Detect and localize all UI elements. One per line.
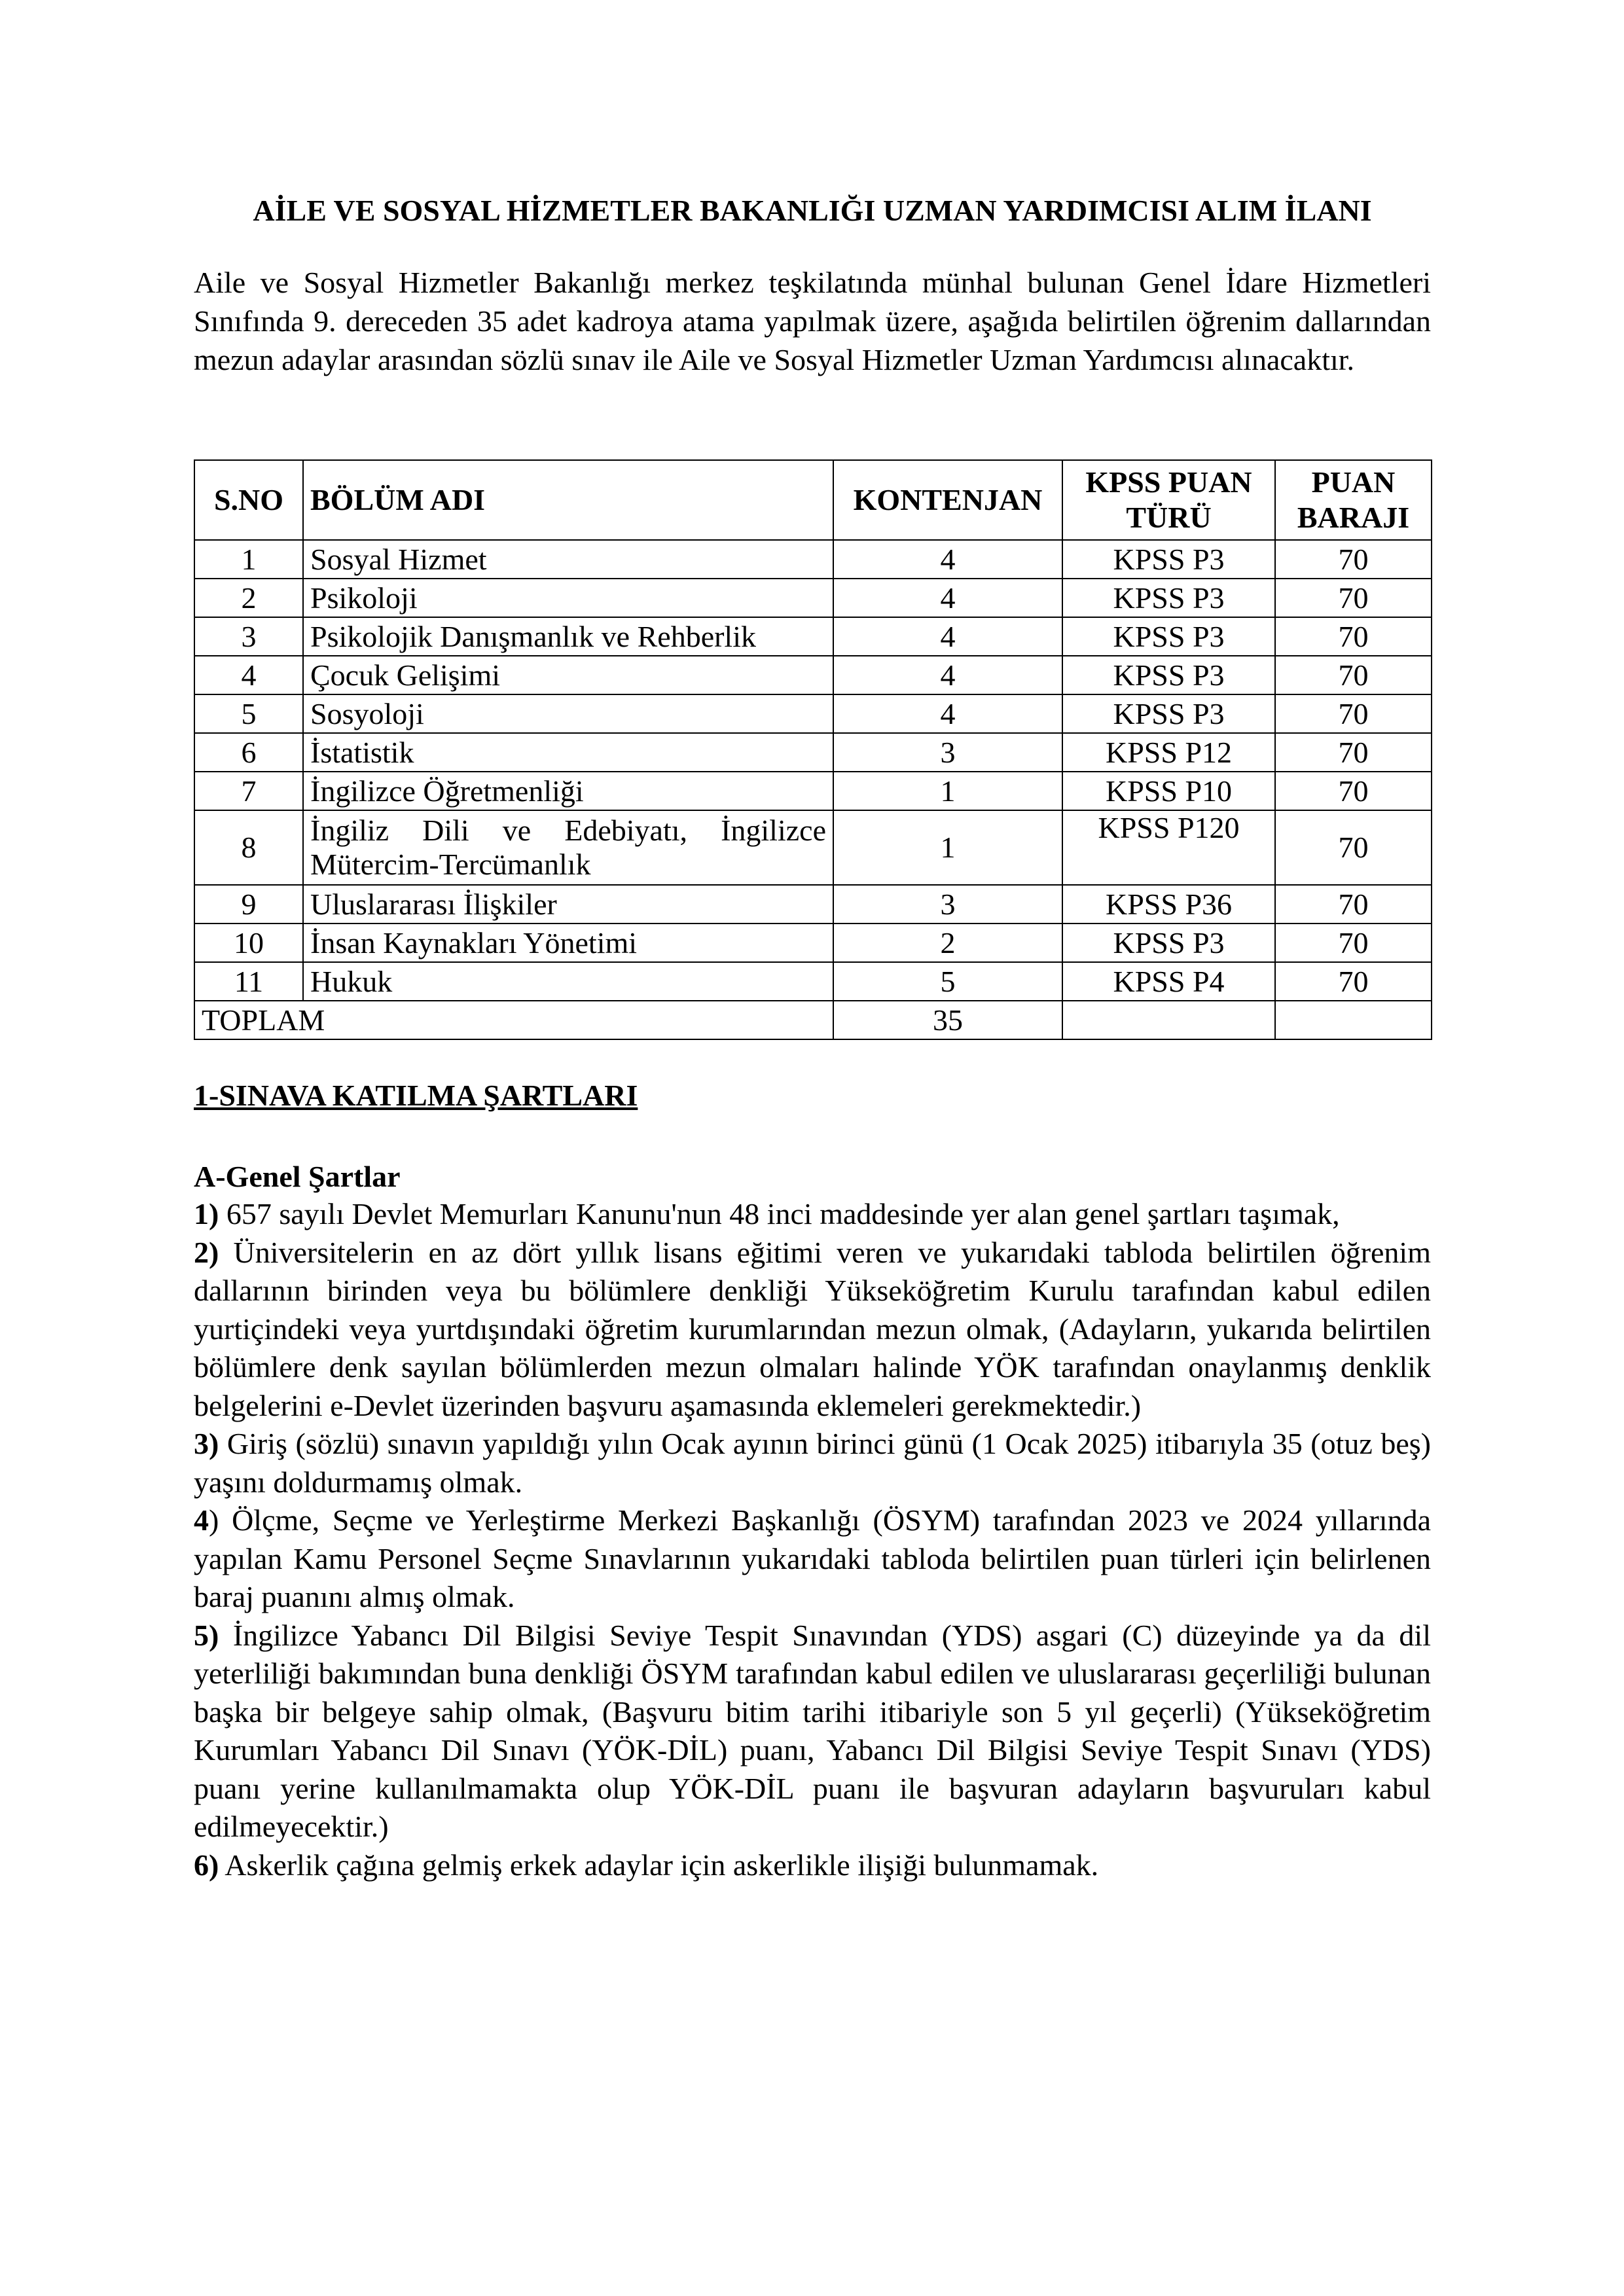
item-number: 5): [194, 1618, 219, 1652]
row-no: 11: [194, 962, 303, 1001]
header-kpss-line2: TÜRÜ: [1126, 501, 1212, 534]
item-text: 657 sayılı Devlet Memurları Kanunu'nun 48 inci maddesinde yer alan genel şartları taşımak,: [219, 1197, 1340, 1230]
row-puan-turu: KPSS P3: [1062, 617, 1275, 656]
row-puan-turu: KPSS P36: [1062, 885, 1275, 924]
intro-paragraph: Aile ve Sosyal Hizmetler Bakanlığı merkez teşkilatında münhal bulunan Genel İdare Hizmetleri Sınıfında 9. dereceden 35 adet kadroya atama yapılmak üzere, aşağıda belirtilen öğrenim dallarından mezun adaylar arasından sözlü sınav ile Aile ve Sosyal Hizmetler Uzman Yardımcısı alınacaktır.: [194, 266, 1431, 376]
table-row: [194, 772, 1432, 810]
row-bolum: Hukuk: [303, 962, 833, 1001]
table-row: [194, 656, 1432, 694]
row-baraj: 70: [1275, 772, 1432, 810]
row-kontenjan: 3: [833, 885, 1062, 924]
item-number: 4: [194, 1503, 209, 1537]
table-row: [194, 885, 1432, 924]
row-no: 4: [194, 656, 303, 694]
row-bolum: İngilizce Öğretmenliği: [303, 772, 833, 810]
row-puan-turu: KPSS P10: [1062, 772, 1275, 810]
row-kontenjan: 3: [833, 733, 1062, 772]
row-puan-turu: KPSS P3: [1062, 540, 1275, 579]
row-puan-turu: KPSS P4: [1062, 962, 1275, 1001]
subsection-heading: A-Genel Şartlar: [194, 1160, 401, 1193]
header-puan-baraji: [1275, 460, 1432, 540]
condition-item: [194, 1425, 1431, 1501]
row-no: 6: [194, 733, 303, 772]
condition-item: [194, 1195, 1431, 1234]
row-kontenjan: 1: [833, 772, 1062, 810]
row-no: 5: [194, 694, 303, 733]
row-baraj: 70: [1275, 617, 1432, 656]
table-row: [194, 733, 1432, 772]
row-baraj: 70: [1275, 579, 1432, 617]
item-text: Giriş (sözlü) sınavın yapıldığı yılın Ocak ayının birinci günü (1 Ocak 2025) itibarıyla 35 (otuz beş) yaşını doldurmamış olmak.: [194, 1427, 1431, 1499]
row-puan-turu: KPSS P120: [1062, 810, 1275, 885]
row-no: 8: [194, 810, 303, 885]
header-kpss-line1: KPSS PUAN: [1085, 465, 1252, 499]
item-number: 3): [194, 1427, 219, 1460]
row-no: 7: [194, 772, 303, 810]
table-row: [194, 694, 1432, 733]
item-number: 6): [194, 1848, 219, 1882]
item-text: Üniversitelerin en az dört yıllık lisans eğitimi veren ve yukarıdaki tabloda belirtilen öğrenim dallarının birinden veya bu bölümlere denkliği Yükseköğretim Kurulu tarafından kabul edilen yurtiçindeki veya yurtdışındaki öğretim kurumlarından mezun olmak, (Adayların, yukarıda belirtilen bölümlere denk sayılan bölümlerden mezun olmaları halinde YÖK tarafından onaylanmış denklik belgelerini e-Devlet üzerinden başvuru aşamasında eklemeleri gerekmektedir.): [194, 1235, 1431, 1422]
item-number: 2): [194, 1235, 219, 1269]
total-empty-cell: [1275, 1001, 1432, 1039]
conditions-list: [194, 1195, 1431, 1884]
condition-item: [194, 1617, 1431, 1846]
row-kontenjan: 4: [833, 579, 1062, 617]
row-no: 1: [194, 540, 303, 579]
header-kpss-puan-turu: [1062, 460, 1275, 540]
total-label: TOPLAM: [194, 1001, 833, 1039]
row-kontenjan: 4: [833, 656, 1062, 694]
item-number: 1): [194, 1197, 219, 1230]
row-puan-turu: KPSS P3: [1062, 579, 1275, 617]
row-bolum-line2: Mütercim-Tercümanlık: [310, 848, 591, 881]
row-kontenjan: 1: [833, 810, 1062, 885]
table-row: [194, 962, 1432, 1001]
header-sno: S.NO: [194, 460, 303, 540]
row-no: 10: [194, 924, 303, 962]
table-row: [194, 579, 1432, 617]
total-value: 35: [833, 1001, 1062, 1039]
condition-item: [194, 1501, 1431, 1617]
row-kontenjan: 4: [833, 694, 1062, 733]
row-puan-turu: KPSS P12: [1062, 733, 1275, 772]
row-bolum: Sosyal Hizmet: [303, 540, 833, 579]
row-puan-turu: KPSS P3: [1062, 694, 1275, 733]
table-total-row: [194, 1001, 1432, 1039]
row-baraj: 70: [1275, 540, 1432, 579]
row-baraj: 70: [1275, 885, 1432, 924]
section-heading: 1-SINAVA KATILMA ŞARTLARI: [194, 1079, 638, 1112]
row-bolum: İstatistik: [303, 733, 833, 772]
header-kontenjan: KONTENJAN: [833, 460, 1062, 540]
table-row: [194, 617, 1432, 656]
total-empty-cell: [1062, 1001, 1275, 1039]
row-puan-turu: KPSS P3: [1062, 656, 1275, 694]
header-baraj-line2: BARAJI: [1297, 501, 1410, 534]
row-bolum: Psikolojik Danışmanlık ve Rehberlik: [303, 617, 833, 656]
item-text: İngilizce Yabancı Dil Bilgisi Seviye Tespit Sınavından (YDS) asgari (C) düzeyinde ya da dil yeterliliği bakımından buna denkliği ÖSYM tarafından kabul edilen ve uluslararası geçerliliği bulunan başka bir belgeye sahip olmak, (Başvuru bitim tarihi itibariyle son 5 yıl geçerli) (Yükseköğretim Kurumları Yabancı Dil Sınavı (YÖK-DİL) puanı, Yabancı Dil Bilgisi Seviye Tespit Sınavı (YDS) puanı yerine kullanılmamakta olup YÖK-DİL puanı ile başvuran adayların başvuruları kabul edilmeyecektir.): [194, 1618, 1431, 1843]
row-baraj: 70: [1275, 733, 1432, 772]
condition-item: [194, 1846, 1431, 1885]
page-title: AİLE VE SOSYAL HİZMETLER BAKANLIĞI UZMAN YARDIMCISI ALIM İLANI: [253, 194, 1372, 227]
row-bolum: Uluslararası İlişkiler: [303, 885, 833, 924]
row-baraj: 70: [1275, 924, 1432, 962]
row-kontenjan: 5: [833, 962, 1062, 1001]
condition-item: [194, 1234, 1431, 1426]
row-kontenjan: 4: [833, 540, 1062, 579]
table-row: [194, 924, 1432, 962]
row-bolum: [303, 810, 833, 885]
table-row: [194, 540, 1432, 579]
row-kontenjan: 4: [833, 617, 1062, 656]
item-text: ) Ölçme, Seçme ve Yerleştirme Merkezi Başkanlığı (ÖSYM) tarafından 2023 ve 2024 yıllarında yapılan Kamu Personel Seçme Sınavlarının yukarıdaki tabloda belirtilen puan türleri için belirlenen baraj puanını almış olmak.: [194, 1503, 1431, 1613]
row-baraj: 70: [1275, 810, 1432, 885]
row-bolum: Sosyoloji: [303, 694, 833, 733]
row-puan-turu: KPSS P3: [1062, 924, 1275, 962]
row-no: 2: [194, 579, 303, 617]
row-no: 9: [194, 885, 303, 924]
row-baraj: 70: [1275, 656, 1432, 694]
row-bolum: Çocuk Gelişimi: [303, 656, 833, 694]
positions-table: [194, 459, 1432, 1040]
row-bolum-line1: İngiliz Dili ve Edebiyatı, İngilizce: [310, 814, 826, 847]
table-row: [194, 810, 1432, 885]
row-no: 3: [194, 617, 303, 656]
row-kontenjan: 2: [833, 924, 1062, 962]
row-bolum: Psikoloji: [303, 579, 833, 617]
header-bolum: BÖLÜM ADI: [303, 460, 833, 540]
row-bolum: İnsan Kaynakları Yönetimi: [303, 924, 833, 962]
row-baraj: 70: [1275, 694, 1432, 733]
item-text: Askerlik çağına gelmiş erkek adaylar için askerlikle ilişiği bulunmamak.: [219, 1848, 1099, 1882]
header-baraj-line1: PUAN: [1311, 465, 1396, 499]
table-header-row: [194, 460, 1432, 540]
row-baraj: 70: [1275, 962, 1432, 1001]
